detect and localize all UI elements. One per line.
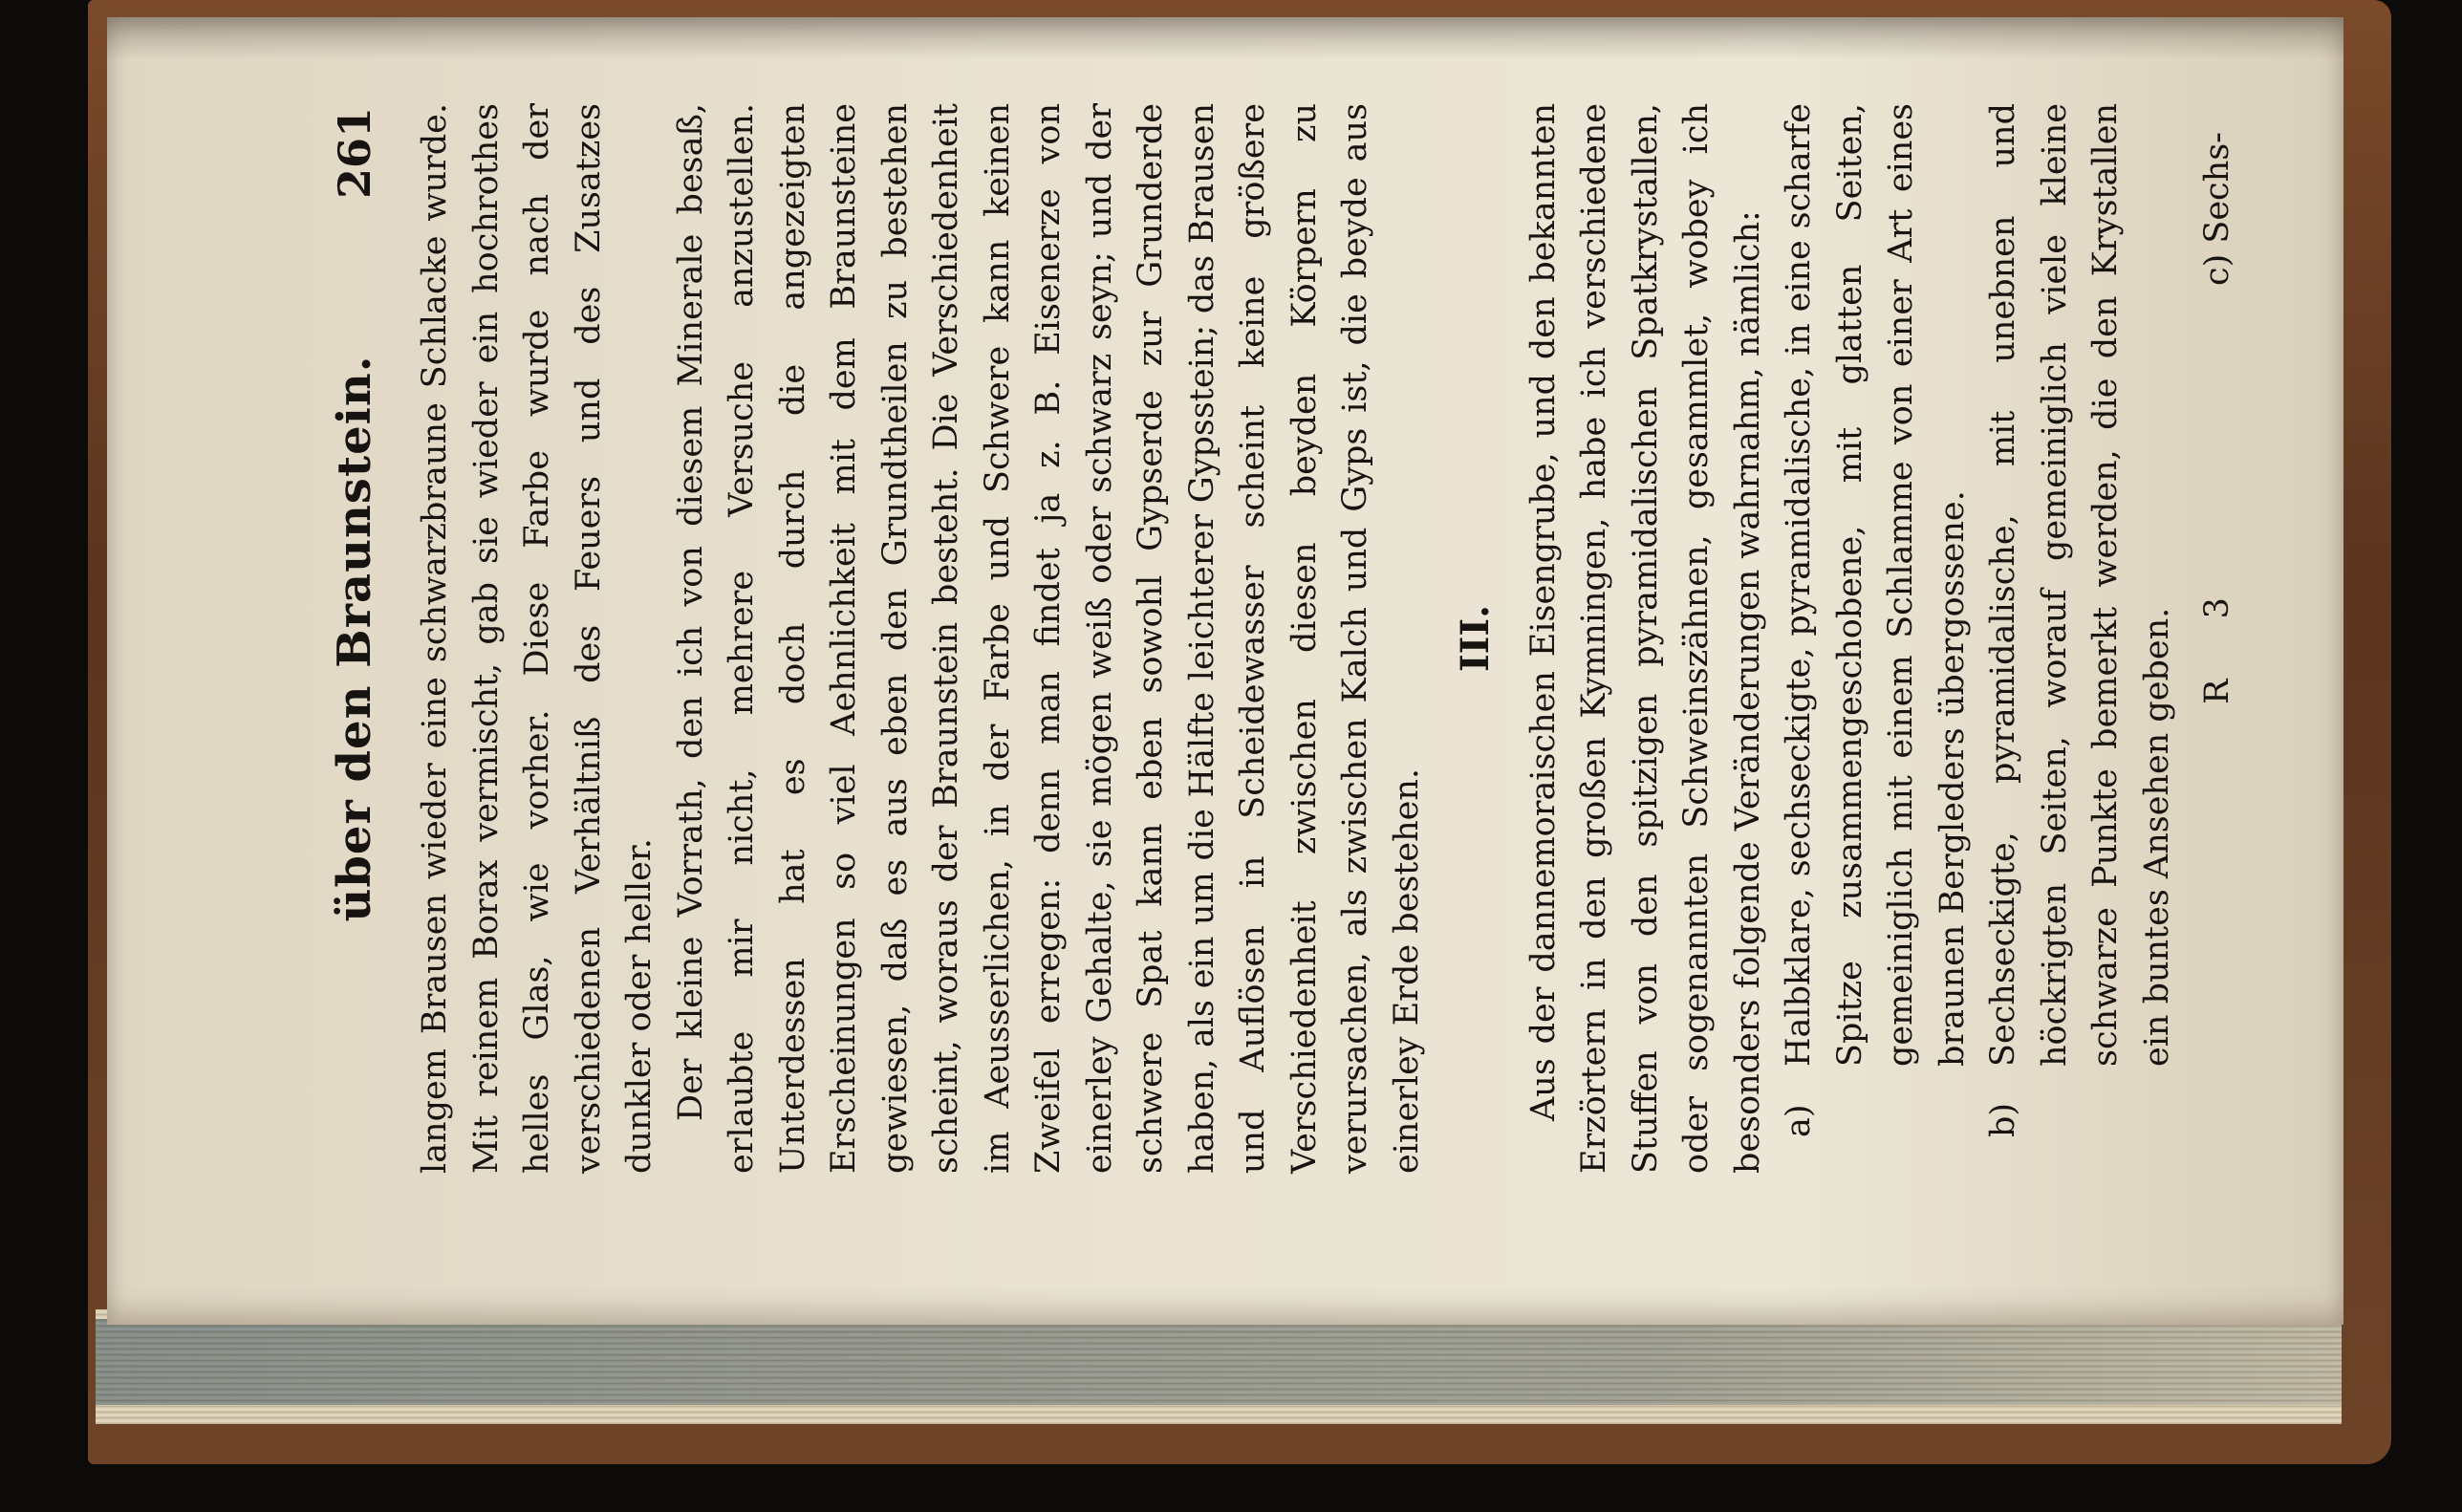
section-intro: Aus der dannemoraischen Eisengrube, und den bekannten Erzörtern in den großen Kymningen, habe ich verschiedene Stuffen von den spitzigen pyramidalischen Spatkrystallen, oder sogenannten Schweinszähnen, gesammlet, wobey ich besonders folgende Veränderungen wahrnahm, nämlich:: [1523, 103, 1767, 1174]
list-item-text: Halbklare, sechseckigte, pyramidalische, in eine scharfe Spitze zusammengeschobene, mit glatten Seiten, gemeiniglich mit einem Schlamme von einer Art eines braunen Bergleders übergossene.: [1780, 103, 1972, 1067]
list-item-b: [1978, 103, 2183, 1174]
page-gutter-shadow: [107, 17, 2343, 59]
paragraph-vorrath: Der kleine Vorrath, den ich von diesem Minerale besaß, erlaubte mir nicht, mehrere Versuche anzustellen. Unterdessen hat es doch durch die angezeigten Erscheinungen so viel Aehnlichkeit mit dem Braunsteine gewiesen, daß es aus eben den Grundtheilen zu bestehen scheint, woraus der Braunstein besteht. Die Verschiedenheit im Aeusserlichen, in der Farbe und Schwere kann keinen Zweifel erregen: denn man findet ja z. B. Eisenerze von einerley Gehalte, sie mögen weiß oder schwarz seyn; und der schwere Spat kann eben sowohl Gypserde zur Grunderde haben, als ein um die Hälfte leichterer Gypsstein; das Brausen und Auflösen in Scheidewasser scheint keine größere Verschiedenheit zwischen diesen beyden Körpern zu verursachen, als zwischen Kalch und Gyps ist, die beyde aus einerley Erde bestehen.: [671, 103, 1426, 1174]
paragraph-continued: langem Brausen wieder eine schwarzbraune Schlacke wurde. Mit reinem Borax vermischt, gab sie wieder ein hochrothes helles Glas, wie vorher. Diese Farbe wurde nach der verschiedenen Verhältniß des Feuers und des Zusatzes dunkler oder heller.: [416, 103, 659, 1174]
list-item-marker: b): [1984, 1102, 2022, 1137]
signature-mark: R 3: [2198, 572, 2236, 704]
page-text-block: [328, 103, 2236, 1174]
running-title: über den Braunstein.: [328, 355, 381, 922]
page-number: 261: [329, 107, 380, 200]
list-item-text: Sechseckigte, pyramidalische, mit unebnen und höckrigten Seiten, worauf gemeiniglich viele kleine schwarze Punkte bemerkt werden, die den Krystallen ein buntes Ansehen geben.: [1984, 103, 2176, 1067]
page-footer: [2192, 103, 2250, 1174]
list-item-marker: a): [1780, 1104, 1818, 1137]
section-heading: III.: [1453, 604, 1498, 673]
page-edge-tint: [96, 1319, 2342, 1405]
running-head: [330, 103, 410, 1174]
list-item-a: [1774, 103, 1978, 1174]
catchword: c) Sechs-: [2198, 132, 2236, 287]
